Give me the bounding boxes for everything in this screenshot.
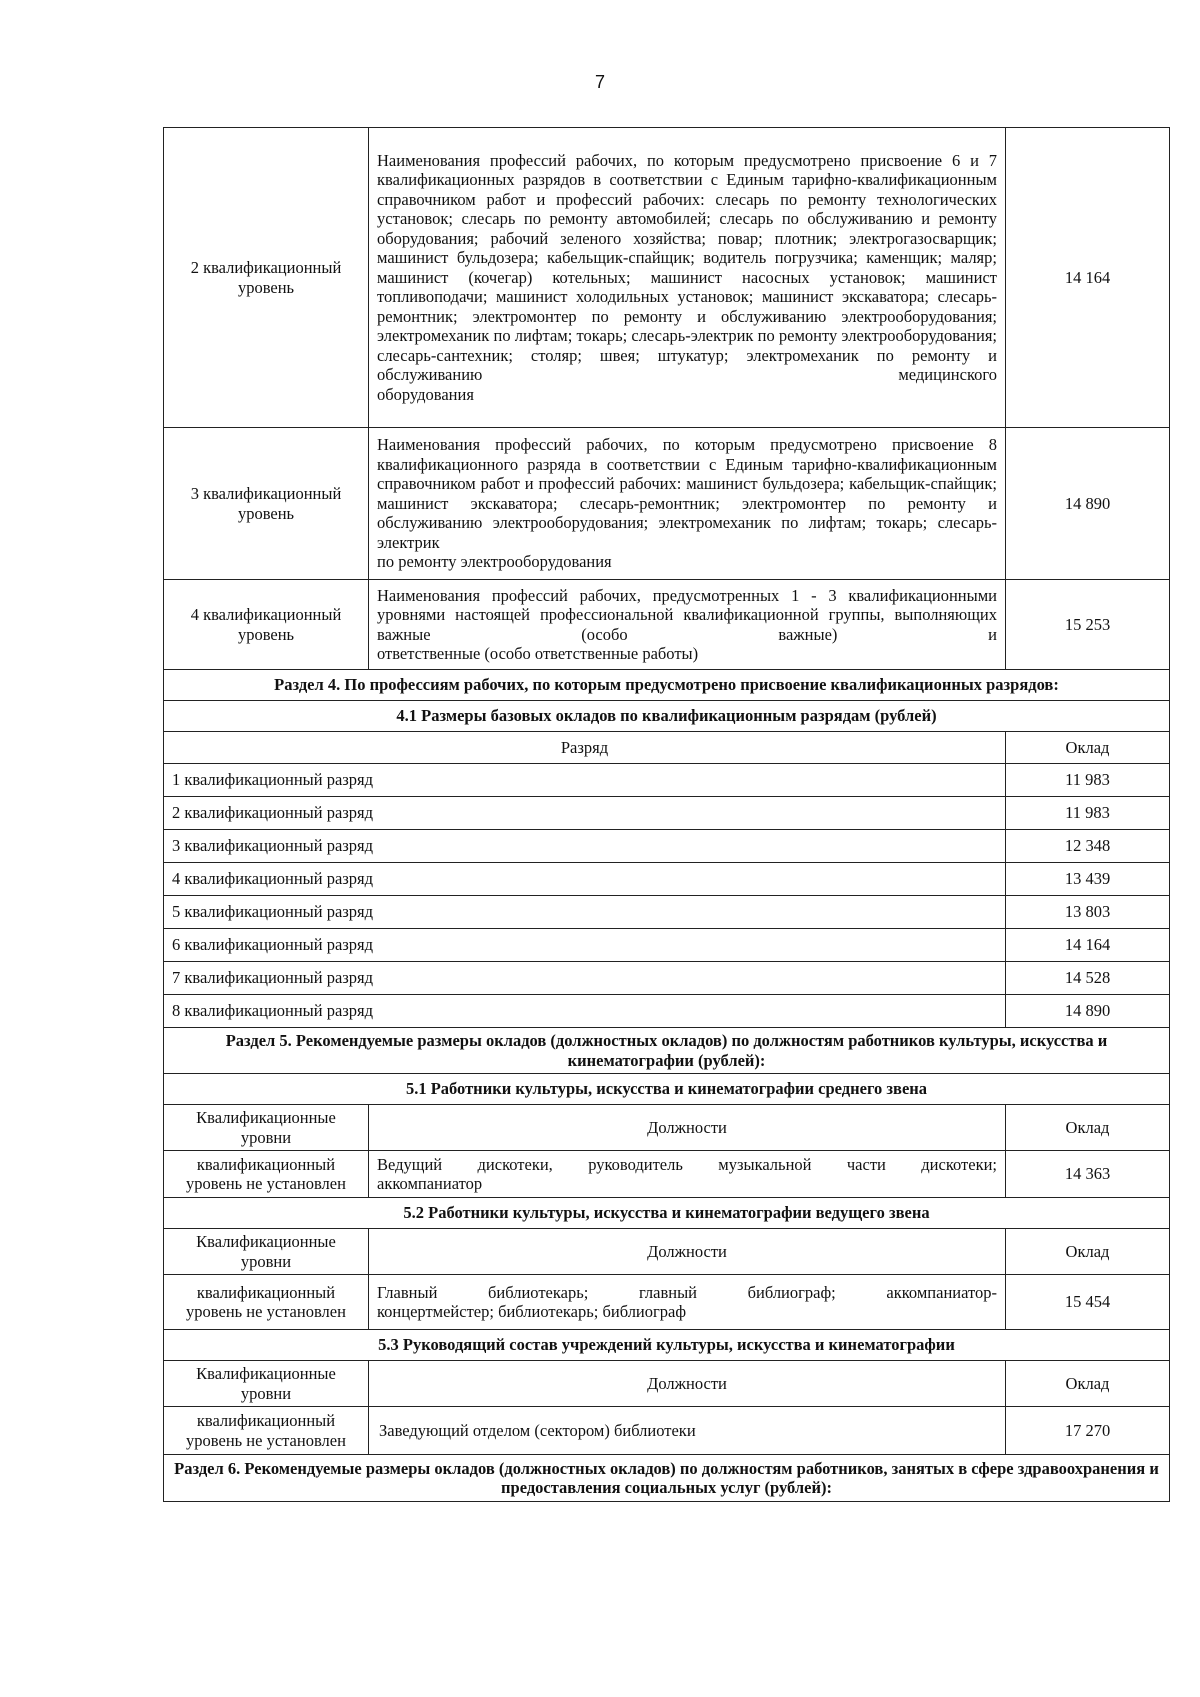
table-row xyxy=(164,896,1170,929)
pqg-row xyxy=(164,128,1170,428)
rank-label: 2 квалификационный разряд xyxy=(164,797,1006,830)
salary-table xyxy=(163,127,1170,1502)
salary-value: 15 454 xyxy=(1006,1275,1170,1330)
section-4-title: Раздел 4. По профессиям рабочих, по которым предусмотрено присвоение квалификационных разрядов: xyxy=(164,670,1170,701)
table-row xyxy=(164,929,1170,962)
positions-list: Ведущий дискотеки, руководитель музыкальной части дискотеки; аккомпаниатор xyxy=(369,1151,1006,1198)
page-number: 7 xyxy=(594,72,605,92)
salary-column-header: Оклад xyxy=(1006,1361,1170,1407)
salary-value: 12 348 xyxy=(1006,830,1170,863)
salary-value: 14 164 xyxy=(1006,929,1170,962)
table-row xyxy=(164,962,1170,995)
section-5-2-title: 5.2 Работники культуры, искусства и кинематографии ведущего звена xyxy=(164,1198,1170,1229)
positions-list: Заведующий отделом (сектором) библиотеки xyxy=(369,1407,1006,1455)
salary-value: 11 983 xyxy=(1006,797,1170,830)
table-row xyxy=(164,797,1170,830)
qualification-level: квалификационный уровень не установлен xyxy=(164,1407,369,1455)
rank-label: 8 квалификационный разряд xyxy=(164,995,1006,1028)
salary-column-header: Оклад xyxy=(1006,732,1170,764)
rank-label: 1 квалификационный разряд xyxy=(164,764,1006,797)
salary-value: 14 164 xyxy=(1006,128,1170,428)
salary-value: 13 803 xyxy=(1006,896,1170,929)
table-row xyxy=(164,995,1170,1028)
rank-label: 6 квалификационный разряд xyxy=(164,929,1006,962)
salary-value: 14 528 xyxy=(1006,962,1170,995)
salary-value: 15 253 xyxy=(1006,580,1170,670)
section-5-1-title: 5.1 Работники культуры, искусства и кинематографии среднего звена xyxy=(164,1074,1170,1105)
salary-value: 14 890 xyxy=(1006,428,1170,580)
profession-list: Наименования профессий рабочих, по которым предусмотрено присвоение 8 квалификационного разряда в соответствии с Единым тарифно-квалификационным справочником работ и профессий рабочих: машинист бульдозера; кабельщик-спайщик; машинист экскаватора; слесарь-ремонтник; электромонтер по ремонту и обслуживанию электрооборудования; электромеханик по лифтам; токарь; слесарь-электрик по ремонту электрооборудования xyxy=(369,428,1006,580)
rank-label: 7 квалификационный разряд xyxy=(164,962,1006,995)
level-column-header: Квалификационные уровни xyxy=(164,1229,369,1275)
level-column-header: Квалификационные уровни xyxy=(164,1361,369,1407)
table-row xyxy=(164,764,1170,797)
positions-list: Главный библиотекарь; главный библиограф; аккомпаниатор- концертмейстер; библиотекарь; библиограф xyxy=(369,1275,1006,1330)
positions-column-header: Должности xyxy=(369,1229,1006,1275)
salary-value: 17 270 xyxy=(1006,1407,1170,1455)
section-6-title: Раздел 6. Рекомендуемые размеры окладов (должностных окладов) по должностям работников, занятых в сфере здравоохранения и предоставления социальных услуг (рублей): xyxy=(164,1455,1170,1502)
salary-column-header: Оклад xyxy=(1006,1229,1170,1275)
level-column-header: Квалификационные уровни xyxy=(164,1105,369,1151)
qualification-level: квалификационный уровень не установлен xyxy=(164,1151,369,1198)
table-row xyxy=(164,1275,1170,1330)
qualification-level: 4 квалификационный уровень xyxy=(164,580,369,670)
salary-value: 14 890 xyxy=(1006,995,1170,1028)
table-row xyxy=(164,830,1170,863)
rank-label: 3 квалификационный разряд xyxy=(164,830,1006,863)
table-row xyxy=(164,1407,1170,1455)
section-5-title: Раздел 5. Рекомендуемые размеры окладов (должностных окладов) по должностям работников культуры, искусства и кинематографии (рублей): xyxy=(164,1028,1170,1074)
rank-label: 4 квалификационный разряд xyxy=(164,863,1006,896)
qualification-level: 3 квалификационный уровень xyxy=(164,428,369,580)
table-row xyxy=(164,1151,1170,1198)
salary-value: 11 983 xyxy=(1006,764,1170,797)
qualification-level: 2 квалификационный уровень xyxy=(164,128,369,428)
pqg-row xyxy=(164,428,1170,580)
section-5-3-title: 5.3 Руководящий состав учреждений культуры, искусства и кинематографии xyxy=(164,1330,1170,1361)
section-4-1-title: 4.1 Размеры базовых окладов по квалификационным разрядам (рублей) xyxy=(164,701,1170,732)
salary-value: 13 439 xyxy=(1006,863,1170,896)
qualification-level: квалификационный уровень не установлен xyxy=(164,1275,369,1330)
profession-list: Наименования профессий рабочих, по которым предусмотрено присвоение 6 и 7 квалификационных разрядов в соответствии с Единым тарифно-квалификационным справочником работ и профессий рабочих: слесарь по ремонту технологических установок; слесарь по ремонту автомобилей; слесарь по обслуживанию и ремонту оборудования; рабочий зеленого хозяйства; повар; плотник; электрогазосварщик; машинист бульдозера; кабельщик-спайщик; водитель погрузчика; каменщик; маляр; машинист (кочегар) котельных; машинист насосных установок; машинист топливоподачи; машинист холодильных установок; машинист экскаватора; слесарь-ремонтник; электромонтер по ремонту и обслуживанию электрооборудования; электромеханик по лифтам; токарь; слесарь-электрик по ремонту электрооборудования; слесарь-сантехник; столяр; швея; штукатур; электромеханик по ремонту и обслуживанию медицинского оборудования xyxy=(369,128,1006,428)
table-row xyxy=(164,863,1170,896)
rank-label: 5 квалификационный разряд xyxy=(164,896,1006,929)
positions-column-header: Должности xyxy=(369,1105,1006,1151)
salary-value: 14 363 xyxy=(1006,1151,1170,1198)
rank-column-header: Разряд xyxy=(164,732,1006,764)
positions-column-header: Должности xyxy=(369,1361,1006,1407)
profession-list: Наименования профессий рабочих, предусмотренных 1 - 3 квалификационными уровнями настоящей профессиональной квалификационной группы, выполняющих важные (особо важные) и ответственные (особо ответственные работы) xyxy=(369,580,1006,670)
salary-column-header: Оклад xyxy=(1006,1105,1170,1151)
pqg-row xyxy=(164,580,1170,670)
